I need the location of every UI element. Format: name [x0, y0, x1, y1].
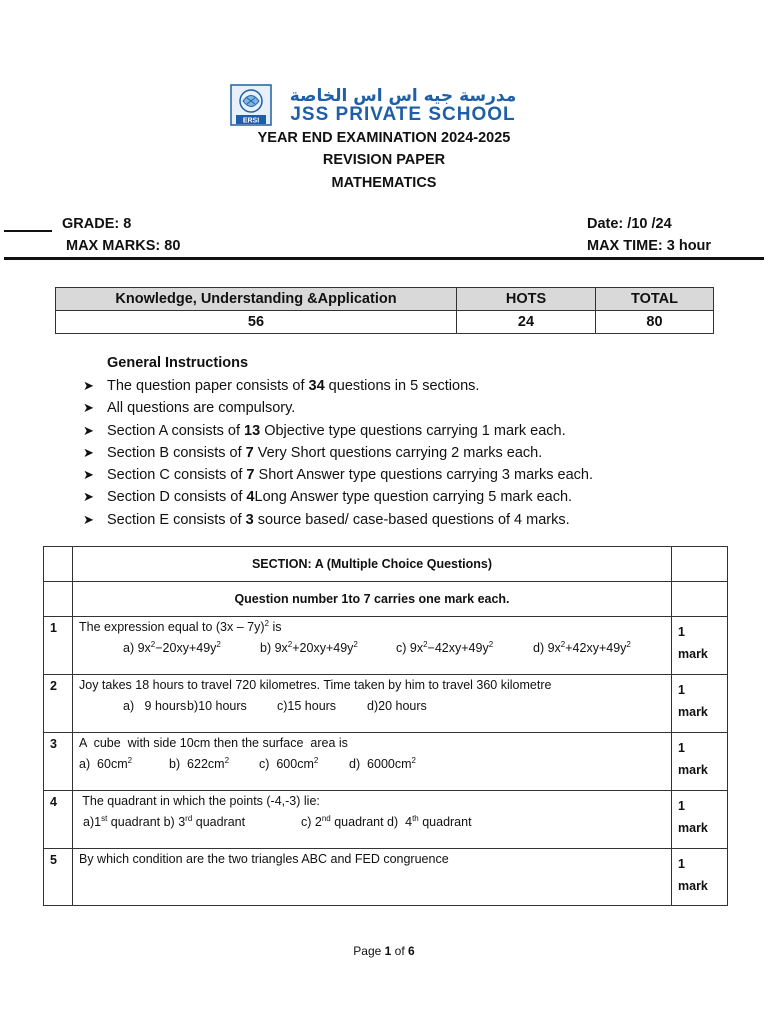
school-name-english: JSS PRIVATE SCHOOL — [290, 104, 516, 125]
question-cell — [73, 675, 672, 733]
table-cell: 80 — [596, 311, 714, 334]
instructions-title: General Instructions — [107, 355, 249, 371]
option-b: b)10 hours — [187, 699, 247, 713]
list-item: ➤ Section B consists of 7 Very Short questions carrying 2 marks each. — [83, 444, 543, 461]
mark-cell: 1 mark — [672, 733, 728, 791]
arrow-bullet-icon: ➤ — [83, 444, 94, 460]
option-cd: c) 2nd quadrant d) 4th quadrant — [301, 813, 472, 829]
table-cell: 24 — [457, 311, 596, 334]
question-text: By which condition are the two triangles ABC and FED congruence — [79, 852, 449, 866]
table-header-row — [56, 288, 714, 311]
table-row — [44, 849, 728, 906]
list-item: ➤ Section A consists of 13 Objective type questions carrying 1 mark each. — [83, 422, 566, 439]
question-text: The quadrant in which the points (-4,-3) lie: — [79, 794, 320, 808]
table-row — [44, 617, 728, 675]
option-b: b) $9x^2+20xy+49y^2$ — [260, 639, 358, 655]
option-a: a) $9x^2-20xy+49y^2$ — [123, 639, 221, 655]
paper-type: REVISION PAPER — [322, 152, 446, 168]
empty-cell — [44, 582, 73, 617]
empty-cell — [672, 547, 728, 582]
question-number: 5 — [44, 849, 73, 906]
header-rule-stub — [4, 230, 52, 232]
page-footer: Page 1 of 6 — [353, 944, 415, 958]
section-subtitle-row — [44, 582, 728, 617]
date-label: Date: /10 /24 — [587, 216, 672, 232]
question-cell — [73, 791, 672, 849]
question-number: 3 — [44, 733, 73, 791]
max-marks-label: MAX MARKS: 80 — [66, 238, 181, 254]
mark-cell: 1 mark — [672, 791, 728, 849]
list-item: ➤ All questions are compulsory. — [83, 400, 296, 417]
list-item: ➤ The question paper consists of 34 questions in 5 sections. — [83, 378, 480, 394]
option-a: a) $60cm^2$ — [79, 755, 133, 771]
option-c: c) $600cm^2$ — [259, 755, 319, 771]
grade-label: GRADE: 8 — [62, 216, 132, 232]
question-number: 2 — [44, 675, 73, 733]
option-ab: a)1st quadrant b) 3rd quadrant — [83, 813, 246, 829]
section-subtitle: Question number 1to 7 carries one mark each. — [73, 582, 672, 617]
max-time-label: MAX TIME: 3 hour — [587, 238, 712, 254]
logo-tag: ERSI — [242, 117, 260, 125]
option-d: d)20 hours — [367, 699, 427, 713]
section-title-row — [44, 547, 728, 582]
subject-title: MATHEMATICS — [331, 175, 437, 191]
table-row — [44, 675, 728, 733]
question-text: The expression equal to (3x – 7y)$^2$ is — [79, 618, 282, 634]
question-text: Joy takes 18 hours to travel 720 kilometres. Time taken by him to travel 360 kilometre — [79, 678, 552, 692]
school-logo — [230, 84, 530, 128]
option-c: c)15 hours — [277, 699, 337, 713]
table-row — [56, 311, 714, 334]
header-cell: HOTS — [457, 288, 596, 311]
school-name-arabic: مدرسة جيه اس اس الخاصة — [289, 86, 517, 106]
question-cell — [73, 733, 672, 791]
header-divider — [4, 257, 764, 260]
options-row — [79, 757, 671, 771]
question-number: 1 — [44, 617, 73, 675]
question-cell — [73, 617, 672, 675]
option-a: a) 9 hours — [123, 699, 187, 713]
mark-cell: 1 mark — [672, 675, 728, 733]
list-item: ➤ Section C consists of 7 Short Answer type questions carrying 3 marks each. — [83, 467, 593, 484]
empty-cell — [672, 582, 728, 617]
arrow-bullet-icon: ➤ — [83, 378, 94, 393]
question-cell — [73, 849, 672, 906]
list-item: ➤ Section D consists of 4Long Answer type question carrying 5 mark each. — [83, 489, 573, 506]
arrow-bullet-icon: ➤ — [83, 400, 94, 416]
table-row — [44, 791, 728, 849]
questions-table — [43, 546, 728, 906]
arrow-bullet-icon: ➤ — [83, 511, 94, 527]
question-text: A cube with side 10cm then the surface area is — [79, 736, 348, 750]
mark-cell: 1 mark — [672, 617, 728, 675]
header-cell: Knowledge, Understanding &Application — [56, 288, 457, 311]
table-cell: 56 — [56, 311, 457, 334]
mark-cell: 1 mark — [672, 849, 728, 906]
option-b: b) $622cm^2$ — [169, 755, 230, 771]
option-d: d) $9x^2+42xy+49y^2$ — [533, 639, 631, 655]
table-row — [44, 733, 728, 791]
exam-title: YEAR END EXAMINATION 2024-2025 — [257, 130, 511, 146]
section-title: SECTION: A (Multiple Choice Questions) — [73, 547, 672, 582]
arrow-bullet-icon: ➤ — [83, 467, 94, 483]
arrow-bullet-icon: ➤ — [83, 422, 94, 438]
options-row — [79, 815, 671, 829]
header-cell: TOTAL — [596, 288, 714, 311]
option-c: c) $9x^2-42xy+49y^2$ — [396, 639, 494, 655]
list-item: ➤ Section E consists of 3 source based/ case-based questions of 4 marks. — [83, 511, 570, 528]
instructions-list — [83, 376, 593, 532]
empty-cell — [44, 547, 73, 582]
marks-distribution-table — [55, 287, 714, 334]
options-row — [79, 699, 671, 713]
question-number: 4 — [44, 791, 73, 849]
option-d: d) $6000cm^2$ — [349, 755, 416, 771]
arrow-bullet-icon: ➤ — [83, 489, 94, 505]
school-emblem-icon — [230, 84, 272, 126]
options-row — [79, 641, 671, 655]
